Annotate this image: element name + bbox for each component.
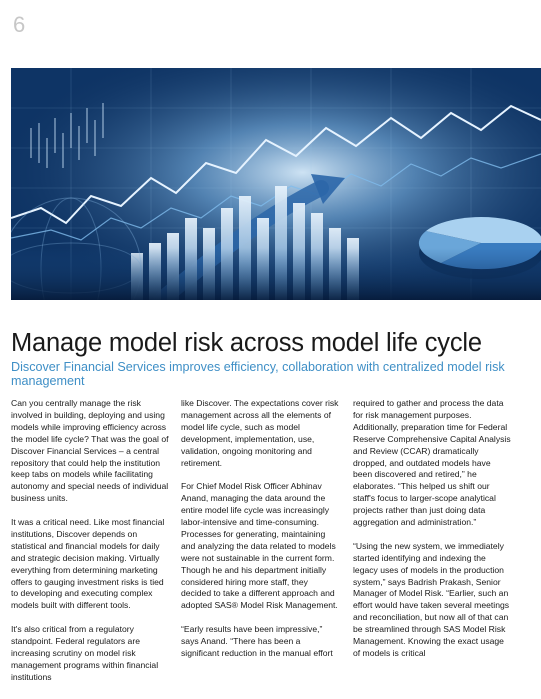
article-body — [11, 398, 531, 694]
paragraph: “Early results have been impressive,” says Anand. “There has been a significant reduction in the manual effort — [181, 624, 333, 658]
financial-chart-image — [11, 68, 541, 300]
article-headline: Manage model risk across model life cycle — [11, 329, 482, 357]
article-column-1 — [11, 398, 169, 696]
article-column-3 — [353, 398, 511, 672]
page-number: 6 — [13, 12, 26, 37]
article-column-2 — [181, 398, 339, 672]
paragraph: required to gather and process the data for risk management purposes. Additionally, preparation time for Federal Reserve Comprehensive Capital Analysis and Review (CCAR) dramatically dropped, and outdated models have been discovered and retired,” he elaborates. “This helped us shift our staff's focus to larger-scope analytical projects rather than just doing data aggregation and administration.” — [353, 398, 511, 528]
hero-image — [11, 68, 541, 300]
article-subhead: Discover Financial Services improves efficiency, collaboration with centralized model risk management — [11, 360, 505, 388]
paragraph: Can you centrally manage the risk involved in building, deploying and using models while improving efficiency across the model life cycle? That was the goal of Discover Financial Services – a central repository that could help the institution keep tabs on models while facilitating autonomy and special needs of individual business units. — [11, 398, 169, 504]
paragraph: It was a critical need. Like most financial institutions, Discover depends on statistical and financial models for daily and strategic decision making. Virtually everything from determining marketing offers to gauging investment risks is tied to developing and executing complex models built with different tools. — [11, 517, 165, 611]
paragraph: It's also critical from a regulatory standpoint. Federal regulators are increasing scrutiny on model risk management programs within financial institutions — [11, 624, 159, 682]
paragraph: For Chief Model Risk Officer Abhinav Anand, managing the data around the entire model life cycle was increasingly labor-intensive and time-consuming. Processes for generating, maintaining and analyzing the data related to models were not sustainable in the current form. Though he and his department initially considered hiring more staff, they decided to take a different approach and adopted SAS® Model Risk Management. — [181, 481, 338, 611]
paragraph: like Discover. The expectations cover risk management across all the elements of model life cycle, such as model development, implementation, use, validation, ongoing monitoring and retirement. — [181, 398, 339, 468]
paragraph: “Using the new system, we immediately started identifying and indexing the legacy uses of models in the production system,” says Badrish Prakash, Senior Manager of Model Risk. “Earlier, such an effort would have taken several meetings and reconciliation, but now all of that can be streamlined through SAS Model Risk Management. Knowing the exact usage of models is critical — [353, 540, 510, 659]
